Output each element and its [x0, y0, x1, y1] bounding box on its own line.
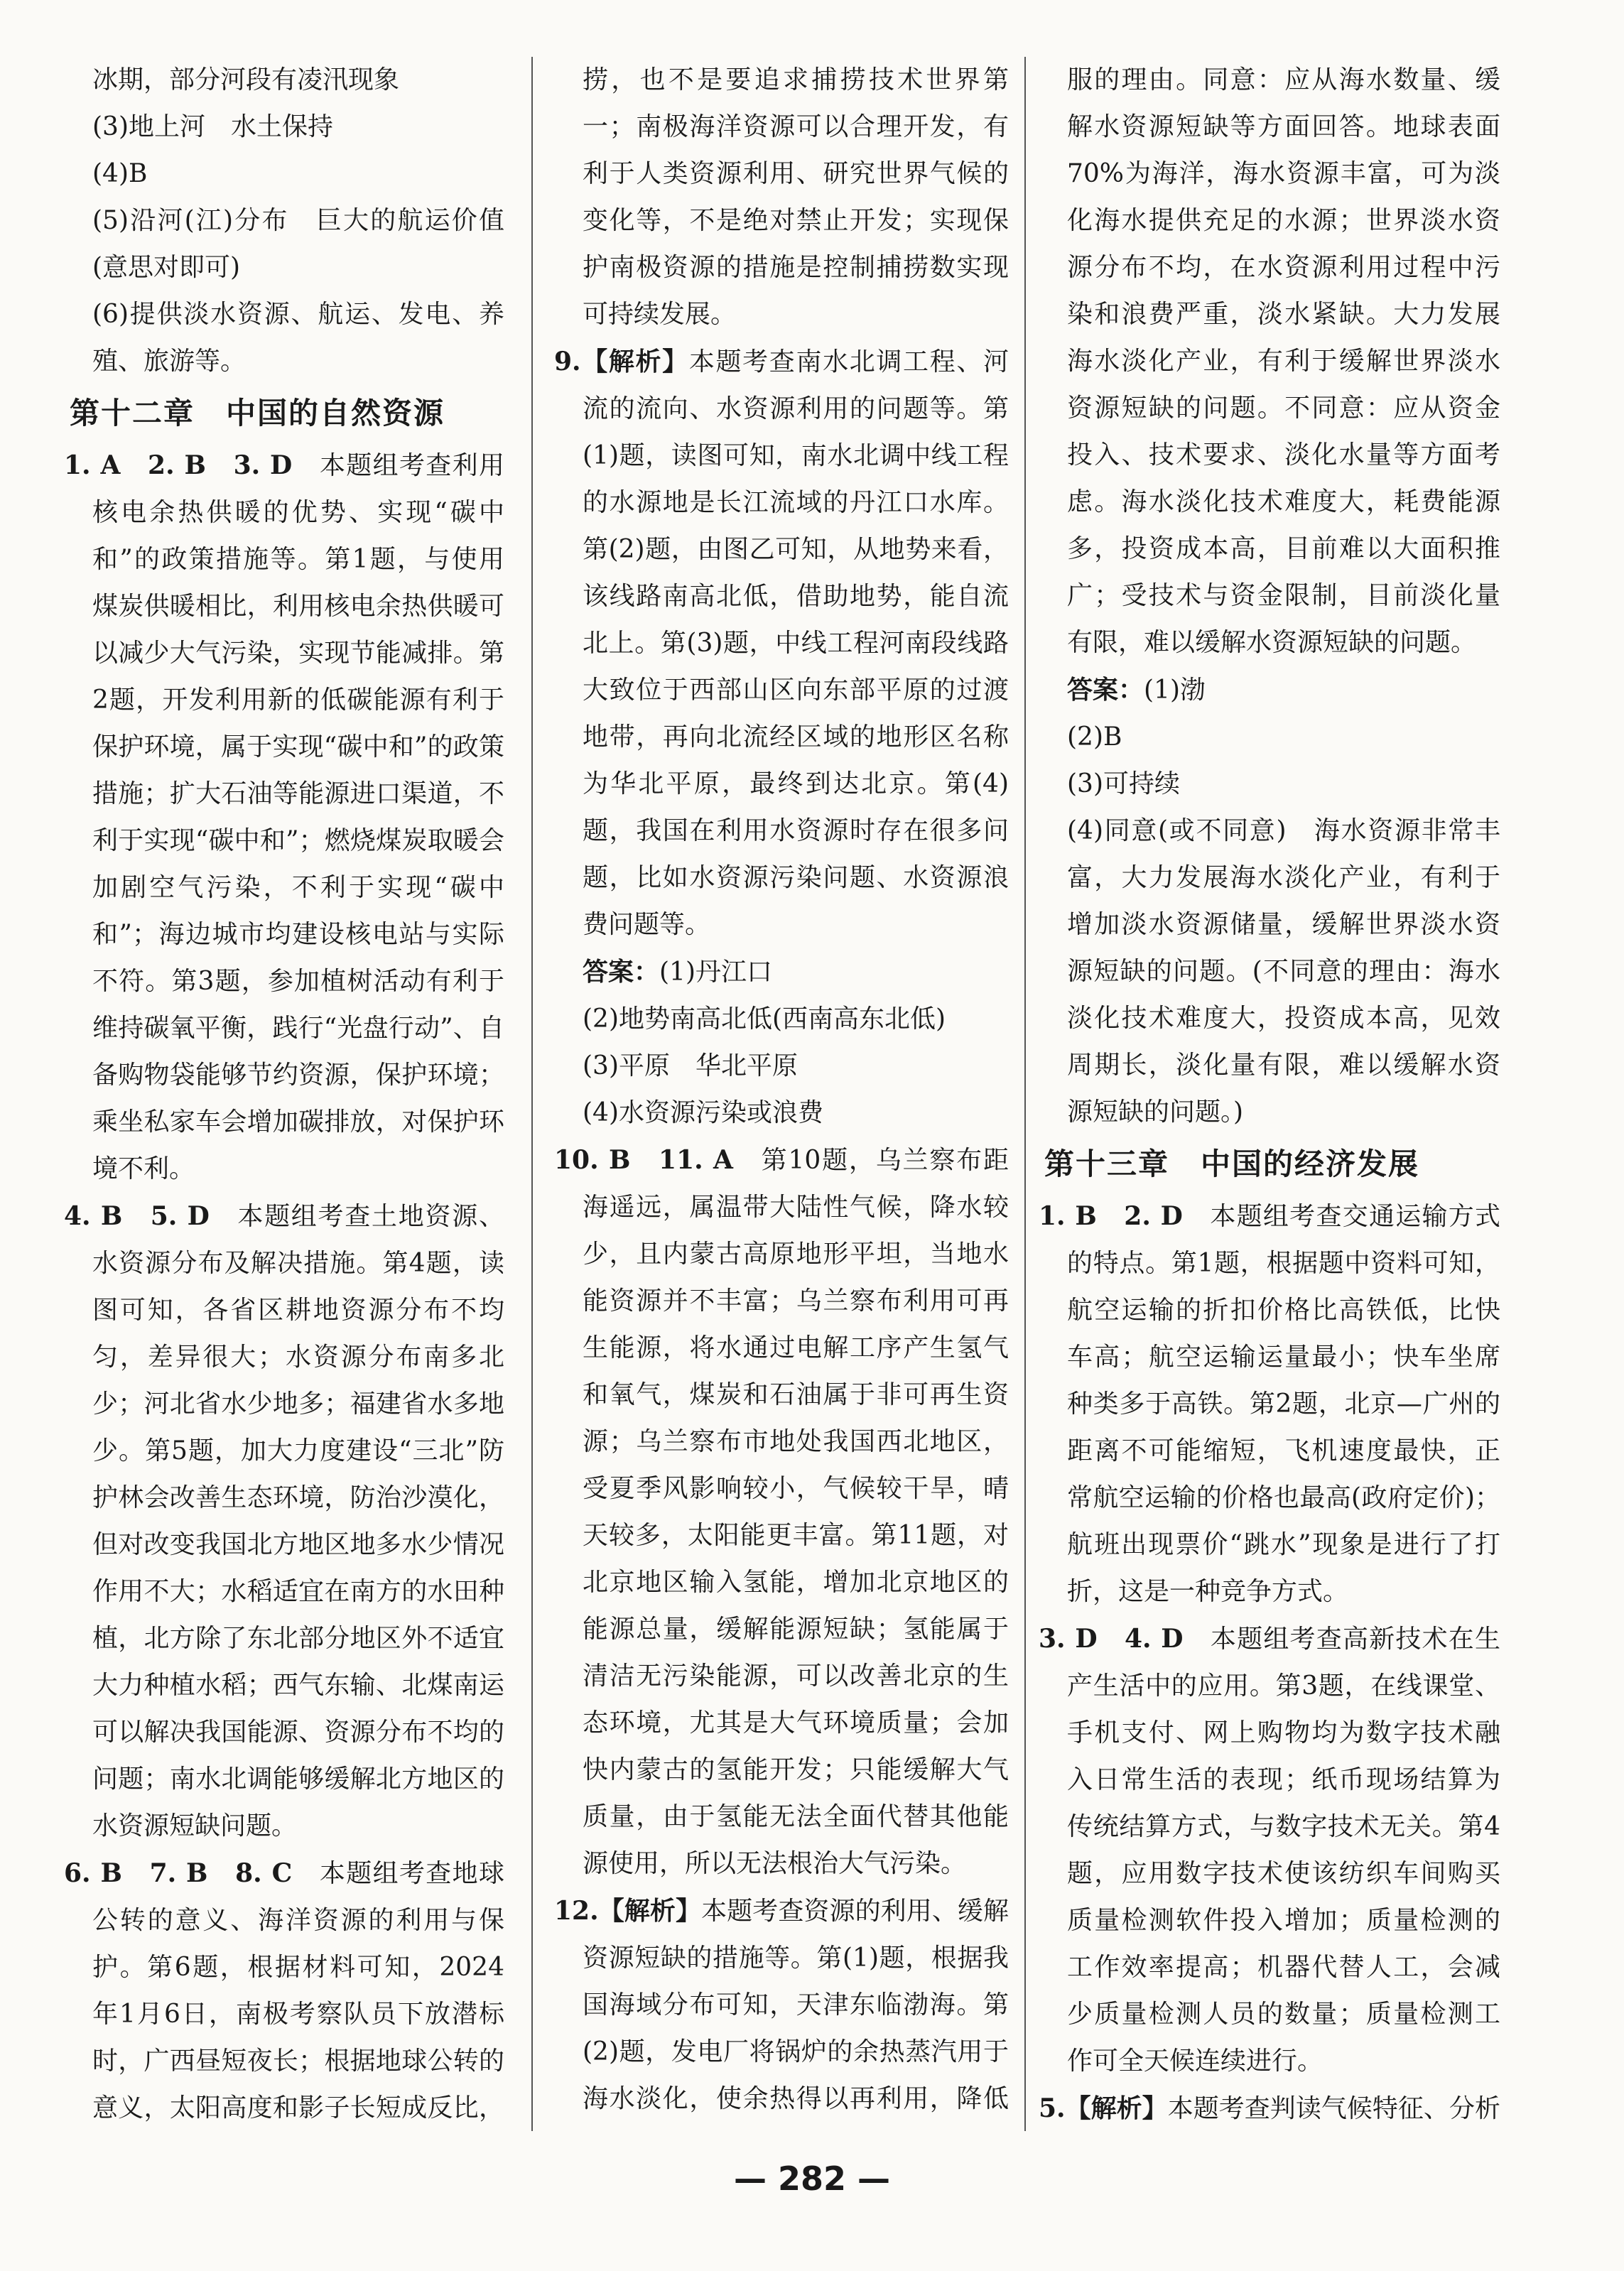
answer-keys: 1. B 2. D: [1039, 1201, 1183, 1231]
text-para: (4)B: [92, 159, 148, 188]
text-para: (5)沿河(江)分布 巨大的航运价值(意思对即可): [92, 206, 504, 282]
answer-line: 答案：(1)丹江口: [583, 957, 773, 987]
answer-label: 答案：: [583, 957, 660, 987]
answer-keys: 5.【解析】: [1039, 2093, 1168, 2123]
text-para: 捞，也不是要追求捕捞技术世界第一；南极海洋资源可以合理开发，有利于人类资源利用、研究世界气候的变化等，不是绝对禁止开发；实现保护南极资源的措施是控制捕捞数实现可持续发展。: [583, 65, 1009, 329]
explanation: 本题组考查高新技术在生产生活中的应用。第3题，在线课堂、手机支付、网上购物均为数字技术融入日常生活的表现；纸币现场结算为传统结算方式，与数字技术无关。第4题，应用数字技术使该纺织车间购买质量检测软件投入增加；质量检测的工作效率提高；机器代替人工，会减少质量检测人员的数量；质量检测工作可全天候连续进行。: [1067, 1625, 1500, 2076]
answer-keys: 9.【解析】: [554, 347, 689, 376]
column-divider: [531, 57, 533, 2131]
column-middle: [554, 57, 1009, 2131]
answer-block: [1039, 1193, 1500, 1615]
page-number: — 282 —: [733, 2159, 891, 2198]
answer-keys: 1. A 2. B 3. D: [64, 450, 293, 480]
answer-line: (2)地势南高北低(西南高东北低): [583, 1004, 946, 1034]
chapter-heading: 第十二章 中国的自然资源: [70, 396, 445, 430]
answer-block: [64, 1193, 504, 1850]
answer-line: (3)可持续: [1067, 769, 1180, 798]
answer-block: [1039, 1615, 1500, 2085]
answer-block: [64, 442, 504, 1193]
explanation: 本题考查南水北调工程、河流的流向、水资源利用的问题等。第(1)题，读图可知，南水北调中线工程的水源地是长江流域的丹江口水库。第(2)题，由图乙可知，从地势来看，该线路南高北低，借助地势，能自流北上。第(3)题，中线工程河南段线路大致位于西部山区向东部平原的过渡地带，再向北流经区域的地形区名称为华北平原，最终到达北京。第(4)题，我国在利用水资源时存在很多问题，比如水资源污染问题、水资源浪费问题等。: [583, 347, 1009, 939]
answer-block: [64, 1850, 504, 2131]
text-para: 冰期，部分河段有凌汛现象: [92, 65, 400, 94]
explanation: 本题组考查交通运输方式的特点。第1题，根据题中资料可知，航空运输的折扣价格比高铁低，比快车高；航空运输运量最小；快车坐席种类多于高铁。第2题，北京—广州的距离不可能缩短，飞机速度最快，正常航空运输的价格也最高(政府定价)；航班出现票价“跳水”现象是进行了打折，这是一种竞争方式。: [1067, 1202, 1500, 1606]
answer-keys: 3. D 4. D: [1039, 1624, 1184, 1654]
answer-block: [1039, 2085, 1500, 2131]
explanation: 本题考查资源的利用、缓解资源短缺的措施等。第(1)题，根据我国海域分布可知，天津东临渤海。第(2)题，发电厂将锅炉的余热蒸汽用于海水淡化，使余热得以再利用，降低: [583, 1897, 1009, 2113]
answer-line: (4)同意(或不同意) 海水资源非常丰富，大力发展海水淡化产业，有利于增加淡水资源储量，缓解世界淡水资源短缺的问题。(不同意的理由：海水淡化技术难度大，投资成本高，见效周期长，淡化量有限，难以缓解水资源短缺的问题。): [1067, 816, 1500, 1127]
answer-keys: 12.【解析】: [554, 1896, 702, 1926]
answer-label: 答案：: [1067, 675, 1144, 705]
answer-line: (3)平原 华北平原: [583, 1051, 798, 1080]
answer-block: [554, 1887, 1009, 2131]
explanation: 本题组考查土地资源、水资源分布及解决措施。第4题，读图可知，各省区耕地资源分布不均匀，差异很大；水资源分布南多北少；河北省水少地多；福建省水多地少。第5题，加大力度建设“三北”防护林会改善生态环境，防治沙漠化，但对改变我国北方地区地多水少情况作用不大；水稻适宜在南方的水田种植，北方除了东北部分地区外不适宜大力种植水稻；西气东输、北煤南运可以解决我国能源、资源分布不均的问题；南水北调能够缓解北方地区的水资源短缺问题。: [92, 1202, 504, 1841]
chapter-heading: 第十三章 中国的经济发展: [1044, 1147, 1420, 1181]
column-divider: [1024, 57, 1026, 2131]
answer-keys: 6. B 7. B 8. C: [64, 1858, 293, 1888]
answer-block: [554, 338, 1009, 948]
column-left: [64, 57, 504, 2131]
answer-keys: 4. B 5. D: [64, 1201, 210, 1231]
text-para: (6)提供淡水资源、航运、发电、养殖、旅游等。: [92, 300, 504, 376]
text-para: 服的理由。同意：应从海水数量、缓解水资源短缺等方面回答。地球表面70%为海洋，海水资源丰富，可为淡化海水提供充足的水源；世界淡水资源分布不均，在水资源利用过程中污染和浪费严重，淡水紧缺。大力发展海水淡化产业，有利于缓解世界淡水资源短缺的问题。不同意：应从资金投入、技术要求、淡化水量等方面考虑。海水淡化技术难度大，耗费能源多，投资成本高，目前难以大面积推广；受技术与资金限制，目前淡化量有限，难以缓解水资源短缺的问题。: [1067, 65, 1500, 657]
column-right: [1039, 57, 1500, 2131]
answer-line: (2)B: [1067, 722, 1122, 752]
explanation: 第10题，乌兰察布距海遥远，属温带大陆性气候，降水较少，且内蒙古高原地形平坦，当地水能资源并不丰富；乌兰察布利用可再生能源，将水通过电解工序产生氢气和氧气，煤炭和石油属于非可再生资源；乌兰察布市地处我国西北地区，受夏季风影响较小，气候较干旱，晴天较多，太阳能更丰富。第11题，对北京地区输入氢能，增加北京地区的能源总量，缓解能源短缺；氢能属于清洁无污染能源，可以改善北京的生态环境，尤其是大气环境质量；会加快内蒙古的氢能开发；只能缓解大气质量，由于氢能无法全面代替其他能源使用，所以无法根治大气污染。: [583, 1146, 1009, 1878]
explanation: 本题组考查利用核电余热供暖的优势、实现“碳中和”的政策措施等。第1题，与使用煤炭供暖相比，利用核电余热供暖可以减少大气污染，实现节能减排。第2题，开发利用新的低碳能源有利于保护环境，属于实现“碳中和”的政策措施；扩大石油等能源进口渠道，不利于实现“碳中和”；燃烧煤炭取暖会加剧空气污染，不利于实现“碳中和”；海边城市均建设核电站与实际不符。第3题，参加植树活动有利于维持碳氧平衡，践行“光盘行动”、自备购物袋能够节约资源，保护环境；乘坐私家车会增加碳排放，对保护环境不利。: [92, 451, 504, 1183]
answer-line: 答案：(1)渤: [1067, 675, 1206, 705]
answer-block: [554, 1137, 1009, 1887]
answer-line: (4)水资源污染或浪费: [583, 1098, 823, 1127]
text-para: (3)地上河 水土保持: [92, 112, 333, 141]
explanation: 本题考查判读气候特征、分析: [1167, 2094, 1500, 2123]
answer-keys: 10. B 11. A: [554, 1145, 733, 1175]
explanation: 本题组考查地球公转的意义、海洋资源的利用与保护。第6题，根据材料可知，2024年1月6日，南极考察队员下放潜标时，广西昼短夜长；根据地球公转的意义，太阳高度和影子长短成反比，: [92, 1859, 504, 2123]
